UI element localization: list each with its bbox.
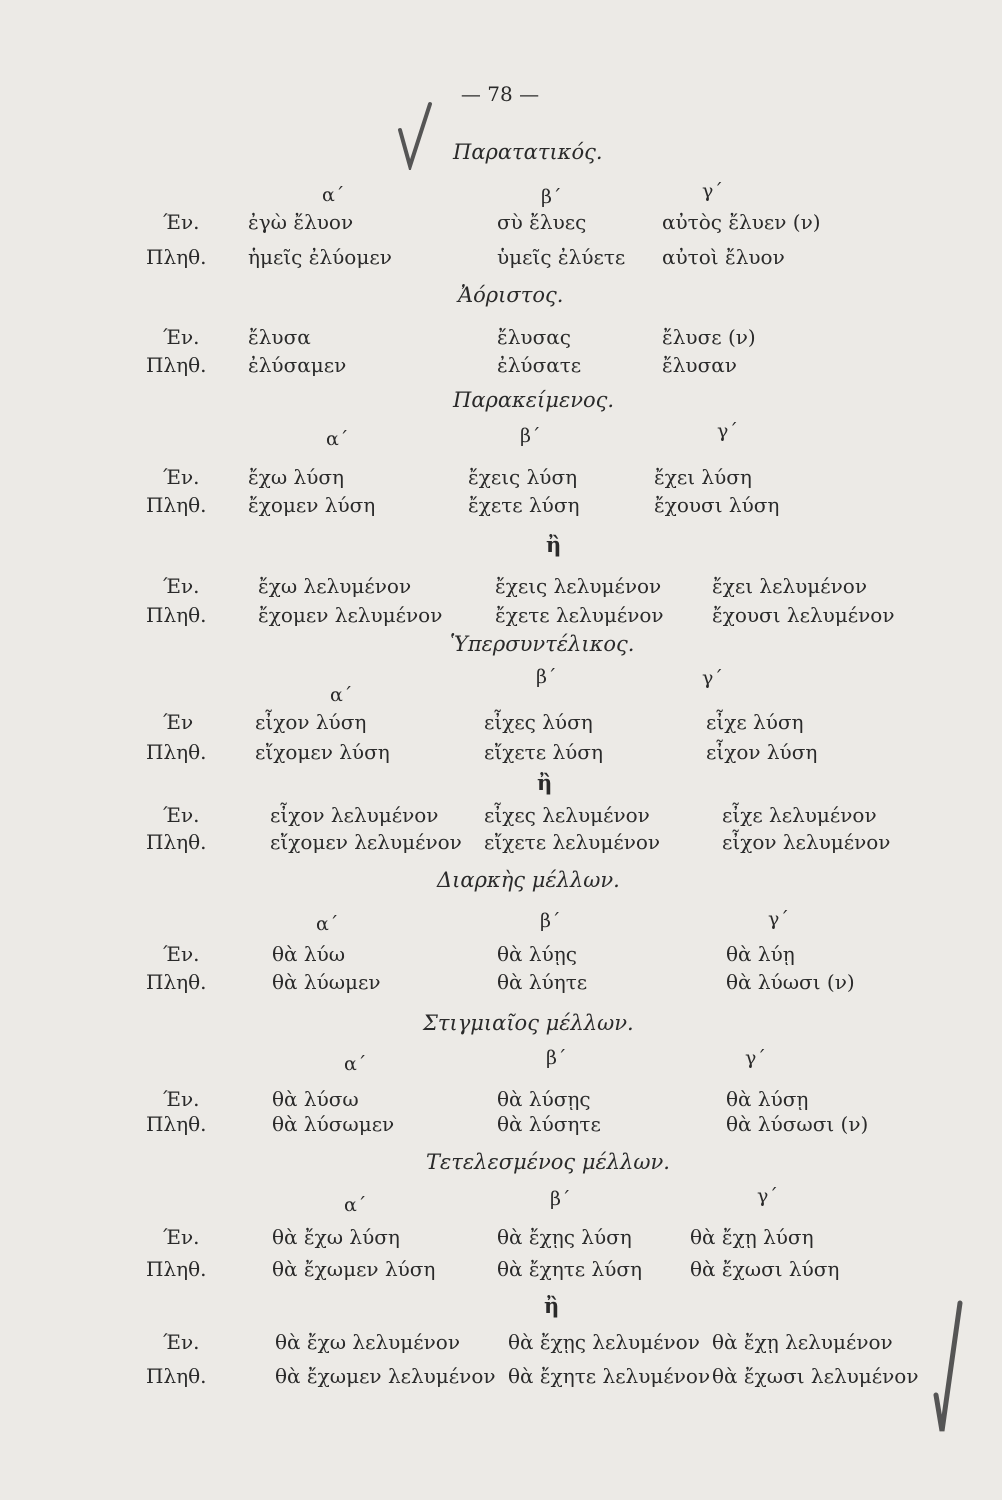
number-label: Έν <box>163 710 194 734</box>
number-label: Πληθ. <box>146 1112 207 1136</box>
section-title: Διαρκὴς μέλλων. <box>437 868 620 892</box>
conjugation-form: εἴχομεν λελυμένον <box>270 830 462 854</box>
column-header: β΄ <box>540 910 561 932</box>
conjugation-form: θὰ λύσῃ <box>726 1087 809 1111</box>
or-separator: ἢ <box>544 1293 560 1318</box>
number-label: Πληθ. <box>146 493 207 517</box>
conjugation-form: ἔχετε λελυμένον <box>495 603 664 627</box>
column-header: α΄ <box>316 913 339 935</box>
number-label: Πληθ. <box>146 603 207 627</box>
column-header: β΄ <box>536 666 557 688</box>
number-label: Έν. <box>163 942 200 966</box>
column-header: β΄ <box>546 1047 567 1069</box>
conjugation-form: ἔχουσι λελυμένον <box>712 603 895 627</box>
column-header: β΄ <box>550 1188 571 1210</box>
column-header: β΄ <box>520 425 541 447</box>
column-header: γ΄ <box>702 667 723 689</box>
conjugation-form: εἴχετε λύση <box>484 740 603 764</box>
conjugation-form: ἔχει λύση <box>654 465 752 489</box>
conjugation-form: θὰ λύσητε <box>497 1112 601 1136</box>
column-header: α΄ <box>344 1194 367 1216</box>
conjugation-form: θὰ λύσω <box>272 1087 359 1111</box>
conjugation-form: ἔχεις λύση <box>468 465 578 489</box>
conjugation-form: εἶχες λύση <box>484 710 593 734</box>
number-label: Πληθ. <box>146 245 207 269</box>
number-label: Έν. <box>163 1225 200 1249</box>
section-title: Στιγμιαῖος μέλλων. <box>423 1011 634 1035</box>
conjugation-form: θὰ ἔχω λελυμένον <box>275 1330 461 1354</box>
conjugation-form: θὰ λύητε <box>497 970 588 994</box>
conjugation-form: εἶχον λελυμένον <box>722 830 891 854</box>
number-label: Πληθ. <box>146 970 207 994</box>
conjugation-form: ἔχεις λελυμένον <box>495 574 662 598</box>
conjugation-form: ἡμεῖς ἐλύομεν <box>248 245 392 269</box>
check-mark-bottom <box>926 1295 966 1435</box>
conjugation-form: θὰ ἔχῃ λελυμένον <box>712 1330 893 1354</box>
conjugation-form: ἔχομεν λελυμένον <box>258 603 443 627</box>
conjugation-form: θὰ λύῃς <box>497 942 577 966</box>
column-header: α΄ <box>322 184 345 206</box>
or-separator: ἢ <box>546 532 562 557</box>
conjugation-form: θὰ λύωσι (ν) <box>726 970 855 994</box>
conjugation-form: εἶχες λελυμένον <box>484 803 650 827</box>
column-header: γ΄ <box>768 908 789 930</box>
conjugation-form: εἶχε λύση <box>706 710 804 734</box>
conjugation-form: ἐλύσατε <box>497 353 582 377</box>
section-title: Παρατατικός. <box>453 140 603 164</box>
number-label: Έν. <box>163 574 200 598</box>
number-label: Έν. <box>163 210 200 234</box>
conjugation-form: αὐτὸς ἔλυεν (ν) <box>662 210 821 234</box>
conjugation-form: θὰ λύσωσι (ν) <box>726 1112 869 1136</box>
section-title: Τετελεσμένος μέλλων. <box>426 1150 670 1174</box>
conjugation-form: εἴχομεν λύση <box>255 740 390 764</box>
conjugation-form: θὰ ἔχω λύση <box>272 1225 400 1249</box>
number-label: Πληθ. <box>146 353 207 377</box>
conjugation-form: ὑμεῖς ἐλύετε <box>497 245 626 269</box>
number-label: Έν. <box>163 325 200 349</box>
number-label: Έν. <box>163 1330 200 1354</box>
conjugation-form: εἴχετε λελυμένον <box>484 830 661 854</box>
column-header: γ΄ <box>702 180 723 202</box>
conjugation-form: ἐγὼ ἔλυον <box>248 210 354 234</box>
conjugation-form: ἐλύσαμεν <box>248 353 347 377</box>
conjugation-form: ἔχομεν λύση <box>248 493 376 517</box>
section-title: Ὑπερσυντέλικος. <box>450 632 635 656</box>
number-label: Έν. <box>163 465 200 489</box>
conjugation-form: ἔλυσαν <box>662 353 737 377</box>
conjugation-form: αὐτοὶ ἔλυον <box>662 245 785 269</box>
column-header: γ΄ <box>717 420 738 442</box>
column-header: γ΄ <box>745 1047 766 1069</box>
conjugation-form: θὰ λύω <box>272 942 346 966</box>
number-label: Έν. <box>163 803 200 827</box>
conjugation-form: εἶχον λύση <box>706 740 818 764</box>
number-label: Πληθ. <box>146 740 207 764</box>
section-title: Ἀόριστος. <box>458 283 564 307</box>
conjugation-form: εἶχον λύση <box>255 710 367 734</box>
conjugation-form: θὰ λύῃ <box>726 942 795 966</box>
conjugation-form: θὰ ἔχωμεν λελυμένον <box>275 1364 496 1388</box>
conjugation-form: ἔχουσι λύση <box>654 493 780 517</box>
conjugation-form: ἔχει λελυμένον <box>712 574 867 598</box>
number-label: Έν. <box>163 1087 200 1111</box>
page-number: — 78 — <box>460 82 540 106</box>
conjugation-form: θὰ λύσωμεν <box>272 1112 395 1136</box>
conjugation-form: θὰ λύωμεν <box>272 970 381 994</box>
conjugation-form: θὰ ἔχητε λελυμένον <box>508 1364 711 1388</box>
column-header: β΄ <box>541 186 562 208</box>
conjugation-form: θὰ ἔχῃ λύση <box>690 1225 814 1249</box>
conjugation-form: ἔλυσα <box>248 325 311 349</box>
conjugation-form: σὺ ἔλυες <box>497 210 587 234</box>
column-header: α΄ <box>330 684 353 706</box>
conjugation-form: θὰ ἔχωμεν λύση <box>272 1257 436 1281</box>
number-label: Πληθ. <box>146 1257 207 1281</box>
number-label: Πληθ. <box>146 830 207 854</box>
conjugation-form: ἔλυσε (ν) <box>662 325 756 349</box>
number-label: Πληθ. <box>146 1364 207 1388</box>
section-title: Παρακείμενος. <box>453 388 615 412</box>
conjugation-form: ἔχω λύση <box>248 465 344 489</box>
conjugation-form: θὰ ἔχωσι λελυμένον <box>712 1364 919 1388</box>
check-mark-top <box>396 100 436 170</box>
column-header: γ΄ <box>757 1185 778 1207</box>
conjugation-form: ἔχετε λύση <box>468 493 580 517</box>
conjugation-form: ἔχω λελυμένον <box>258 574 412 598</box>
column-header: α΄ <box>344 1053 367 1075</box>
conjugation-form: θὰ λύσῃς <box>497 1087 591 1111</box>
conjugation-form: θὰ ἔχητε λύση <box>497 1257 642 1281</box>
or-separator: ἢ <box>537 770 553 795</box>
conjugation-form: θὰ ἔχῃς λύση <box>497 1225 632 1249</box>
conjugation-form: εἶχε λελυμένον <box>722 803 877 827</box>
column-header: α΄ <box>326 428 349 450</box>
conjugation-form: θὰ ἔχωσι λύση <box>690 1257 840 1281</box>
conjugation-form: ἔλυσας <box>497 325 571 349</box>
conjugation-form: θὰ ἔχῃς λελυμένον <box>508 1330 700 1354</box>
conjugation-form: εἶχον λελυμένον <box>270 803 439 827</box>
